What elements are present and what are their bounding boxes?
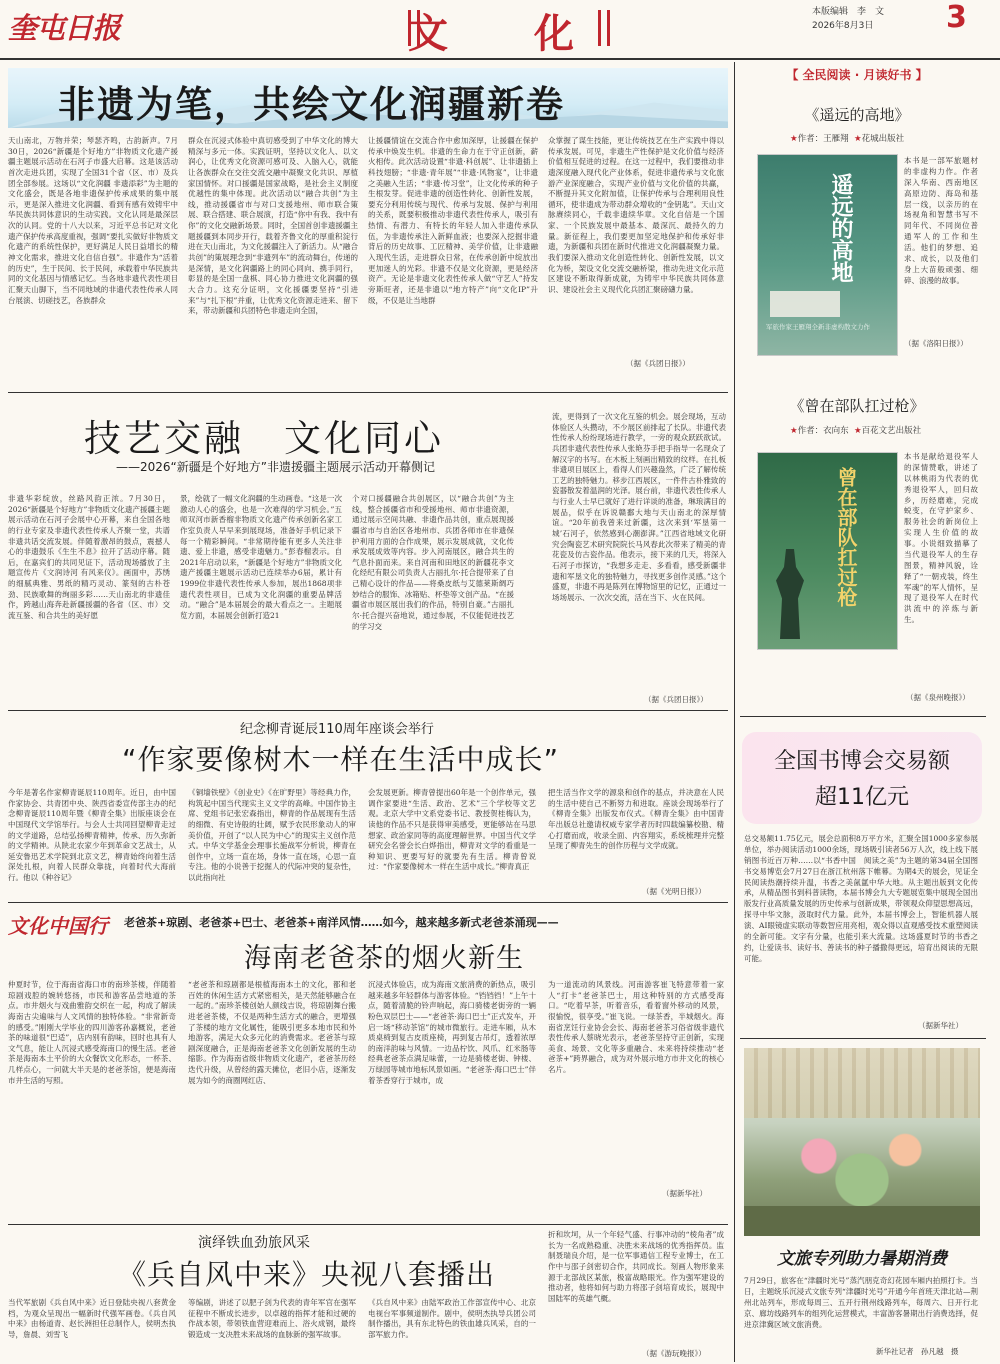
book2-meta: ★作者：衣向东 ★百花文艺出版社 (790, 426, 922, 436)
divider (740, 1038, 986, 1039)
book1-title: 《遥远的高地》 (804, 106, 910, 124)
article2-title: 技艺交融 文化同心 (84, 417, 444, 460)
article1-title: 非遗为笔，共绘文化润疆新卷 (58, 83, 565, 126)
book2-cover-title: 曾在部队扛过枪 (834, 467, 858, 607)
book2-cover (757, 452, 898, 650)
train-carriage-photo (744, 1048, 980, 1236)
book1-blurb: 本书是一部军旅题材的非虚构力作。作者深入华南、西南地区高原边防、海岛和基层一线，以亲历的在场视角和智慧书写不同年代、不同岗位普通军人的工作和生活。他们的梦想、追求、成长，以及他们身上大苗般顽强、细碎、浪漫的故事。 (904, 156, 978, 285)
article5-col1: 当代军旅剧《兵自风中来》近日登陆央视八套黄金档，为观众呈现出一幅新时代强军画卷。《兵自风中来》由杨道青、赵长洲担任总制作人，侯明杰执导，詹晨、刘雪飞 (8, 1298, 176, 1339)
article1-col4: 众掌握了谋生技能，更让传统技艺在生产实践中得以传承发展。可见，非遗生产性保护是文化价值与经济价值相互促进的过程。在这一过程中，我们要推动非遗深度融入现代化产业体系，促进非遗传承与文化旅游产业深度融合，实现产业价值与文化价值的共赢，不断提升其文化附加值，让保护传承与合理利用良性循环，使非遗成为带动群众增收的“金钥匙”。天山文脉赓续同心，千载非遗续华章。文化自信是一个国家、一个民族发展中最基本、最深沉、最持久的力量。新征程上，我们要更加坚定地保护和传承好非遗，为新疆和兵团在新时代推进文化润疆凝聚力量。我们要深入推动文化创造性转化、创新性发展，以文化为桥，架设文化交流交融桥梁，推动先进文化示范区建设不断取得新成就，为铸牢中华民族共同体意识、建设社会主义现代化兵团汇聚磅礴力量。 (548, 136, 724, 294)
photo-credit: 新华社记者 孙凡越 摄 (876, 1347, 959, 1356)
article5-title: 《兵自风中来》央视八套播出 (118, 1258, 496, 1291)
page-number: 3 (946, 0, 967, 35)
article3-col1: 今年是著名作家柳青诞辰110周年。近日，由中国作家协会、共青团中央、陕西省委宣传部主办的纪念柳青诞辰110周年暨《柳青全集》出版座谈会在中国现代文学馆举行。与会人士共同回望柳青走过的文学道路，总结弘扬柳青精神，传承、历久弥新的文学精神。从陕北农家少年到革命文艺战士，从延安鲁迅艺术学院到北京文艺，柳青始终向着生活深处扎根，向着人民群众靠拢，向着时代大海前行。他以《种谷记》 (8, 788, 176, 883)
book1-publisher: 花城出版社 (861, 134, 905, 144)
article5-col3: 《兵自风中来》由陆军政治工作部宣传中心、北京电视台军事频道制作。剧中，侯明杰执导兵团公司制作播出，具有东北特色的铁血雄兵风采，自的一部军旅力作。 (368, 1298, 536, 1339)
article3-title: “作家要像树木一样在生活中成长” (122, 743, 560, 776)
book1-cover-caption: 军旅作家王雁翔全新非虚构散文力作 (766, 323, 870, 331)
article2-col1: 非遗华彩绽放，丝路风韵正浓。7月30日，2026“新疆是个好地方”非物质文化遗产援疆主题展示活动在石河子会展中心开幕，来自全国各地的行业专家及非遗代表性传承人齐聚一堂，共谱非遗共话交流发展。伴随着激昂的鼓点，震撼人心的非遗鼓乐《生生不息》拉开了活动序幕。随后，在嘉宾们的共同见证下，活动现场播放了主题宣传片《文润诗河 有风来仪》。画面中，苏绣的细腻典雅、男纸的精巧灵动、篆刻的古朴苍劲、民族歌舞的绚丽多彩……天山南北的非遗佳作，跨越山海奔赴新疆援疆的各省（区、市）交流互鉴、和合共生的美好愿 (8, 494, 170, 621)
article5-col2: 等编剧，讲述了以肥子剑为代表的青年军官在强军征程中不断成长进步，以卓越的指挥才能和过硬的作战本领，带领铁血营迎难而上、浴火成钢，最终锻造成一支决胜未来战场的血脉新的强军故事。 (188, 1298, 356, 1339)
article2-source: （据《兵团日报》） (644, 695, 708, 704)
column-separator (734, 62, 735, 1362)
photo-caption-body: 7月29日，旅客在“津疆时光号”蒸汽朋克奇幻花园车厢内拍照打卡。当日，主题统乐沉浸式文旅专列“津疆时光号”开通今年首班天津北站—荆州北站列车，形成每周三、五开行荆州线路列车，每周六、日开行北京、廊坊线路列车的组列化运营模式，丰富游客暑期出行消费选择，促进京津冀区域文旅消费。 (744, 1276, 978, 1329)
article1-col2: 群众在沉浸式体验中真切感受到了中华文化的博大精深与多元一体。实践证明，坚持以文化人、以文润心，让优秀文化资源可感可及、入脑入心，就能让各族群众在交往交流交融中凝聚文化共识、厚植家国情怀。对口援疆是国家战略，是社会主义制度优越性的集中体现。此次活动以“融合共创”为主线，推动援疆省市与对口支援地州、师市联合策展、联合搭建、联合展演，打造“你中有我、我中有你”的文化交融新场景。同时，全国首创非遗援疆主题援疆到本同步开行，载着齐鲁文化的厚重积淀行进在天山南北，为文化援疆注入了新活力。从“融合共创”的策展理念到“非遗列车”的流动舞台，传递的是深情，是文化润疆路上的同心同向、携手同行，彰显的是全国一盘棋、同心协力推进文化润疆的强大合力。这充分证明，文化援疆要坚持“引进来”与“扎下根”并重，让优秀文化资源走进来、留下来，带动新疆和兵团特色非遗走向全国， (188, 136, 358, 316)
article4-source: （据新华社） (662, 1189, 707, 1198)
divider (8, 1224, 728, 1225)
book2-source: （据《泉州晚报》） (906, 693, 970, 702)
article1-col3: 让援疆情谊在交流合作中愈加深厚，让援疆在保护传承中焕发生机。非遗的生命力在于守正创新，薪火相传。此次活动设置“非遗·科创展”、让非遗插上科技翅膀；“非遗·青年展”“非遗·风物宴”，让非遗之美融入生活；“非遗·传习堂”，让文化传承的种子生根发芽。促进非遗的创造性转化、创新性发展，要充分利用传统与现代、传承与发展、保护与利用的关系，既要积极推动非遗代表性传承人，吸引有热情、有潜力、有特长的年轻人加入非遗传承队伍，为非遗传承注入新鲜血液；也要深入挖掘非遗背后的历史故事、工匠精神、美学价值，让非遗融入现代生活，走进群众日常，在传承创新中绽放出更加迷人的光彩。非遗不仅是文化资源，更是经济资产。无论是非遗文化表性传承人做“守艺人”持发旁斯旺者，还是非遗以“地方特产”向“文化IP”升级，不仅是让当地群 (368, 136, 538, 305)
article1-col1: 天山南北，万物并荣；琴瑟齐鸣，古韵新声。7月30日，2026“新疆是个好地方”非物质文化遗产援疆主题展示活动在石河子市盛大启幕。这是该活动首次走进兵团，实现了全国31个省（区、市）及兵团全部参展。这场以“文化润疆 非遗添彩”为主题的文化盛会，既是各地非遗保护传承成果的集中展示，更是深入推进文化润疆、看到有感有效铸牢中华民族共同体意识的生动实践。文化认同是最深层次的认同。党的十八大以来，习近平总书记对文化遗产保护传承高度重视，强调“要扎实做好非物质文化遗产的系统性保护，更好满足人民日益增长的精神文化需求，推进文化自信自强”。非遗作为“活着的历史”，生于民间、长于民间，承载着中华民族共同的文化基因与情感记忆。当各地非遗代表性项目汇聚天山脚下，当不同地域的非遗代表性传承人同台展演、切磋技艺，各族群众 (8, 136, 178, 305)
article1-source: （据《兵团日报》） (626, 359, 690, 368)
book2-blurb: 本书是献给退役军人的深情赞歌，讲述了以林桃雨为代表的优秀退役军人，回归故乡，历经磨难，完成蜕变，在守护家乡、服务社会的新岗位上实现人生价值的故事。小说细致描摹了当代退役军人的生存图景，精神风貌，诠释了“一朝戎装，终生军魂”的军人情怀，呈现了退役军人在时代洪流中的淬炼与新生。 (904, 452, 978, 625)
book2-publisher: 百花文艺出版社 (861, 426, 922, 436)
article2-col2: 景，绘就了一幅文化润疆的生动画卷。“这是一次激动人心的盛会，也是一次难得的学习机会。”五师双河市新香榴非物质文化遗产传承创新名家工作室负责人早早来到展现场，准备好手机记录下每一个精彩瞬间。“非常期待能有更多人关注非遗、爱上非遗，感受非遗魅力。”彭春榴表示。自2021年启动以来，“新疆是个好地方”非物质文化遗产援疆主题展示活动已连续举办6届，累计有1999位非遗代表性传承人参加，展出1868项非遗代表性项目，已成为文化润疆的重要品牌活动。“融合”是本届展会的最大看点之一。主题展览方面，本届展会创新打造21 (180, 494, 342, 621)
article3-col4: 把生活当作文学的源泉和创作的基点，并决意在人民的生活中使自己不断努力和进取。座谈会现场举行了《柳青全集》出版发布仪式。《柳青全集》由中国青年出版总社邀请权威专家学者历时四载编纂校勘、精心打磨而成，收录全面、内容翔实，系统梳理并完整呈现了柳青先生的创作历程与文学成就。 (548, 788, 724, 851)
divider (8, 710, 728, 711)
photo-caption-title: 文旅专列助力暑期消费 (777, 1249, 947, 1269)
article5-source: （据《游玩晚报》） (642, 1349, 706, 1358)
article2-subtitle: ——2026“新疆是个好地方”非遗援疆主题展示活动开幕侧记 (116, 460, 435, 474)
editor-info (812, 6, 884, 34)
article3-body (8, 788, 726, 900)
article4-col1: 仲夏时节，位于海南省海口市的南珍茶楼，伴随着琼剧戏腔的婉转悠扬，市民和游客品尝地道的茶点。市井烟火与戏曲雅韵交织在一起，构成了解读海南古尖遍味与人文风情的独特体验。“非常新奇的感受。”刚刚大学毕业的四川游客孙嘉概说，老爸茶的味道很“巴适”，店内别有韵味，回时也具有人文气息，能让人沉浸式感受海南口的慢生活。老爸茶是海南本土平价的大众餐饮文化形态，一杯茶、几样点心，一问就大半天是的老爸茶馆，便是海南市井生活的写照。 (8, 980, 176, 1085)
column-logo: 文化中国行 (8, 914, 108, 938)
article2-col3: 个对口援疆融合共创展区，以“融合共创”为主线，整合援疆省市和受援地州、师市非遗资源，通过展示空间共融、非遗作品共创，重点展现援疆省市与自治区各地州市、兵团各师市在非遗保护利用方面的合作成果，展示发展成就，文化传承发展成效等内容。步入河南展区，融合共生的气息扑面而来。来自河南和田地区的新疆花李文化经纪有限公司负责人古丽扎尔·托合提带来了自己精心设计的作品——将桑皮纸与艾德莱斯绸巧妙结合的服饰、冰箱贴、杯垫等文创产品。“在援疆省市展区展出我们的作品，特别自豪。”古丽扎尔·托合提兴奋地说，通过参展，不仅能促进技艺的学习交 (352, 494, 514, 631)
book-fair-title-line1: 全国书博会交易额 (773, 749, 950, 774)
editor-name: 本版编辑 李 文 (812, 7, 885, 17)
article4-col2: “老爸茶和琼剧都是根植海南本土的文化，都和老百姓的休闲生活方式紧密相关，是天然能够融合在一起的。”南珍茶楼创始人颜线吉说，将琼剧舞台搬进老爸茶楼，不仅是两种生活方式的融合，更增强了茶楼的地方文化属性，能吸引更多本地市民和外地游客，满足大众多元化的消费需求。老爸茶与琼剧深度融合，正是海南老爸茶文化创新发展的生动缩影。作为海南省级非物质文化遗产，老爸茶历经迭代升级，从曾经的露天摊位，老旧小店，逐渐发展为如今的商圈网红店、 (188, 980, 356, 1085)
book1-cover-title: 遥远的高地 (828, 173, 854, 283)
book1-source: （据《洛阳日报》） (904, 339, 968, 348)
divider (8, 902, 728, 903)
book-fair-body: 总交易额11.75亿元，展会总面积8万平方米，汇聚全国1000多家参展单位，举办阅读活动1000余场，现场吸引读者56万人次，线上线下展销图书近百万种……以“书香中国 阅读之美”为主题的第34届全国图书交易博览会7月27日在浙江杭州落下帷幕。为期4天的展会，见证全民阅读热潮持续升温，书香之美氤氲中华大地。从主题出版到文化传承，从精品图书到科普读物，本届书博会九大专题展览集中展现全国出版发行业高质量发展的历史传承与创新成果，带领观众仰望思想高远，探寻中华文脉，汲取时代力量。此外，本届书博会上，智能机器人展演、AI眼镜虚实联动等数智应用亮相，观众得以直观感受技术重塑阅读的全新可能。文字有分量，也能引来大流量。这场盛夏时节的书香之约，让爱读书、读好书、善读书的种子播撒得更远，培育出阅读的无限可能。 (744, 834, 978, 963)
article5-kicker: 演绎铁血劲旅风采 (198, 1235, 310, 1251)
article4-col4: 为一道流动的风景线。河南游客崔飞特意带着一家人“打卡”老爸茶巴士，用这种特别的方式感受海口。“吃着早茶，听着音乐，看着窗外移动的风景，很愉悦，很享受。”崔飞说。一绿茶香，半城烟火。海南省烹饪行业协会会长、海南老爸茶习俗省级非遗代表性传承人蔡晓光表示，老爸茶坚持守正创新，实现美食、场景、文化等多重融合、未来将持续推动“老爸茶+”跨界融合，成为对外展示地方市井文化的核心名片。 (548, 980, 724, 1075)
article5-col4: 折和坎坷，从一个年轻气盛、行事冲动的“棱角者”成长为一名成熟稳重、决胜未来战场的优秀指挥员。监制聂瑞良介绍，是一位军事通信工程专业博士，在工作中与邵子剑密切合作，共同成长。刻画人物形象来源于北部战区某旅，极富战略眼光。作为强军建设的推动者，他将如何与助力将邵子剑培育成长，展现中国陆军的英雄气概。 (548, 1230, 724, 1303)
reading-column-header: 【 全民阅读 · 月读好书 】 (786, 68, 928, 82)
article4-body (8, 980, 726, 1220)
divider (8, 392, 728, 393)
article3-col2: 《铜墙铁壁》《创业史》《在旷野里》等经典力作，构筑起中国当代现实主义文学的高峰。中国作协主席、党组书记张宏森指出，柳青的作品展现有生活的细微、有史诗般的壮阔，赋予农民形象动人的审美价值，开创了“以人民为中心”的现实主义创作范式。中华文学基金会理事长施战军分析说，柳青在创作中，立场一直在场，身体一直在场，心思一直专注。他的小说善于挖掘人的代际冲突的复杂性，以此指向社 (188, 788, 356, 883)
book2-title: 《曾在部队扛过枪》 (789, 397, 925, 415)
masthead-rule (0, 58, 1000, 60)
article2-col4: 流，更得到了一次文化互鉴的机会。展会现场，互动体验区人头攒动，不少展区前排起了长队。非遗代表性传承人纷纷现场进行教学，一旁的观众跃跃欲试。兵团非遗代表性传承人张艳芬手把手指导一名现众了解汉字的书写。在木板上刻画出精致的纹样。在扎板非遗项目展区上，看得人们兴趣盎然，广泛了解传统工艺的独特魅力。移步江西展区，一件件古朴雅致的瓷器散发着温润的光泽。展台前，非遗代表性传承人与行业人士早已就好了进行详谈的准备，琳琅满目的展品，似乎在诉说赣鄱大地与天山南北的深厚情谊。“20年前我曾来过新疆，这次来到‘军垦第一城’石河子，依然感到心潮澎湃。”江西省地域文化研究会陶瓷艺术研究院院长马风春此次带来了精美的青花瓷及仿古瓷作品。他表示，接下来的几天，将深入石河子市探访，“我想多走走、多看看，感受新疆非遗和军垦文化的独特魅力，寻找更多创作灵感。”这个盛夏，非遗不再是陈列在博物馆里的记忆，正通过一场场展示、一次次交流，活在当下、火在民间。 (552, 412, 726, 602)
newspaper-logo: 奎屯日报 (8, 11, 121, 45)
book1-meta: ★作者：王雁翔 ★花城出版社 (790, 134, 905, 144)
book-fair-title-line2: 超11亿元 (815, 785, 909, 810)
article1-body (8, 136, 726, 386)
article3-col3: 会发展更新。柳青曾提出60年是一个创作单元，强调作家要进“生活、政治、艺术”三个学校等文艺观。北京大学中文系党委书记、教授贺桂梅认为，读他的作品不只是获得审美感受，更能够站在马思想家、政治家同等的高度理解世界。中国当代文学研究会名誉会长白烨指出，柳青对文学的看重是一种知识、更要写好的就要先有生活。柳青曾说过：“作家要像树木一样在生活中成长。”柳青真正 (368, 788, 536, 872)
section-title: 文 化 (408, 10, 610, 57)
article3-kicker: 纪念柳青诞辰110周年座谈会举行 (240, 722, 434, 737)
issue-date: 2026年8月3日 (812, 20, 874, 31)
article4-kicker: 老爸茶+琼剧、老爸茶+巴士、老爸茶+南洋风情……如今，越来越多新式老爸茶涌现—— (124, 916, 559, 929)
book1-cover (757, 154, 898, 356)
article4-col3: 沉浸式体验店，成为海南文旅消费的新热点，吸引越来越多年轻群体与游客体验。“铛铛铛！”上午十点，随着清脆的铃声响起，海口骑楼老街旁的一辆粉色双层巴士——“老爸茶·海口巴士”正式发车，开启一场“移动茶馆”的城市微旅行。走进车厢，从木质桌椅到复古皮质座椅，再到复古吊灯，透着浓厚的南洋韵味与风情。一边品柠饮、风爪、红米肠等经典老爸茶点满足味蕾，一边是骑楼老街、钟楼、万绿园等城市地标风景如画。“老爸茶·海口巴士”伴着茶香穿行于城市，成 (368, 980, 536, 1085)
book-fair-source: （据新华社） (918, 1021, 963, 1030)
article3-source: （据《光明日报》） (642, 887, 706, 896)
article4-title: 海南老爸茶的烟火新生 (244, 943, 524, 974)
masthead (0, 0, 1000, 60)
soldier-silhouette-icon (770, 549, 810, 639)
book1-author: 作者：王雁翔 (797, 134, 849, 144)
book2-author: 作者：衣向东 (797, 426, 849, 436)
section-divider-right (598, 10, 610, 46)
divider (740, 716, 986, 717)
